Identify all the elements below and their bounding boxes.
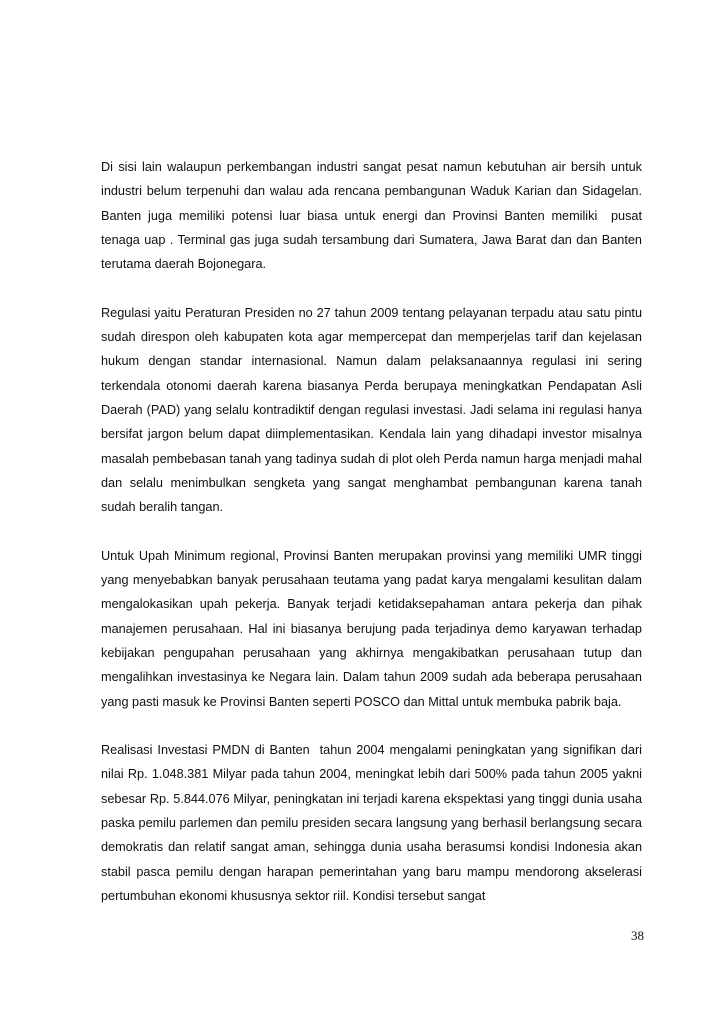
body-text <box>101 155 650 933</box>
paragraph-investment-realization: Realisasi Investasi PMDN di Banten tahun 2004 mengalami peningkatan yang signifikan dari nilai Rp. 1.048.381 Milyar pada tahun 2004, meningkat lebih dari 500% pada tahun 2005 yakni sebesar Rp. 5.844.076 Milyar, peningkatan ini terjadi karena ekspektasi yang tinggi dunia usaha paska pemilu parlemen dan pemilu presiden secara langsung yang berhasil berlangsung secara demokratis dan relatif sangat aman, sehingga dunia usaha berasumsi kondisi Indonesia akan stabil pasca pemilu dengan harapan pemerintahan yang baru mampu mendorong akselerasi pertumbuhan ekonomi khususnya sektor riil. Kondisi tersebut sangat <box>101 743 646 903</box>
page-number: 38 <box>631 928 644 943</box>
paragraph-regulation: Regulasi yaitu Peraturan Presiden no 27 tahun 2009 tentang pelayanan terpadu atau satu pintu sudah direspon oleh kabupaten kota agar mempercepat dan memperjelas tarif dan kejelasan hukum dengan standar internasional. Namun dalam pelaksanaannya regulasi ini sering terkendala otonomi daerah karena biasanya Perda berupaya meningkatkan Pendapatan Asli Daerah (PAD) yang selalu kontradiktif dengan regulasi investasi. Jadi selama ini regulasi hanya bersifat jargon belum dapat diimplementasikan. Kendala lain yang dihadapi investor misalnya masalah pembebasan tanah yang tadinya sudah di plot oleh Perda namun harga menjadi mahal dan selalu menimbulkan sengketa yang sangat menghambat pembangunan karena tanah sudah beralih tangan. <box>101 305 646 515</box>
paragraph-minimum-wage: Untuk Upah Minimum regional, Provinsi Banten merupakan provinsi yang memiliki UMR tinggi yang menyebabkan banyak perusahaan teutama yang padat karya mengalami kesulitan dalam mengalokasikan upah pekerja. Banyak terjadi ketidaksepahaman antara pekerja dan pihak manajemen perusahaan. Hal ini biasanya berujung pada terjadinya demo karyawan terhadap kebijakan pengupahan perusahaan yang akhirnya mengakibatkan perusahaan tutup dan mengalihkan investasinya ke Negara lain. Dalam tahun 2009 sudah ada beberapa perusahaan yang pasti masuk ke Provinsi Banten seperti POSCO dan Mittal untuk membuka pabrik baja. <box>101 548 646 709</box>
paragraph-water-energy: Di sisi lain walaupun perkembangan industri sangat pesat namun kebutuhan air bersih untuk industri belum terpenuhi dan walau ada rencana pembangunan Waduk Karian dan Sidagelan. Banten juga memiliki potensi luar biasa untuk energi dan Provinsi Banten memiliki pusat tenaga uap . Terminal gas juga sudah tersambung dari Sumatera, Jawa Barat dan dan Banten terutama daerah Bojonegara. <box>101 160 650 272</box>
